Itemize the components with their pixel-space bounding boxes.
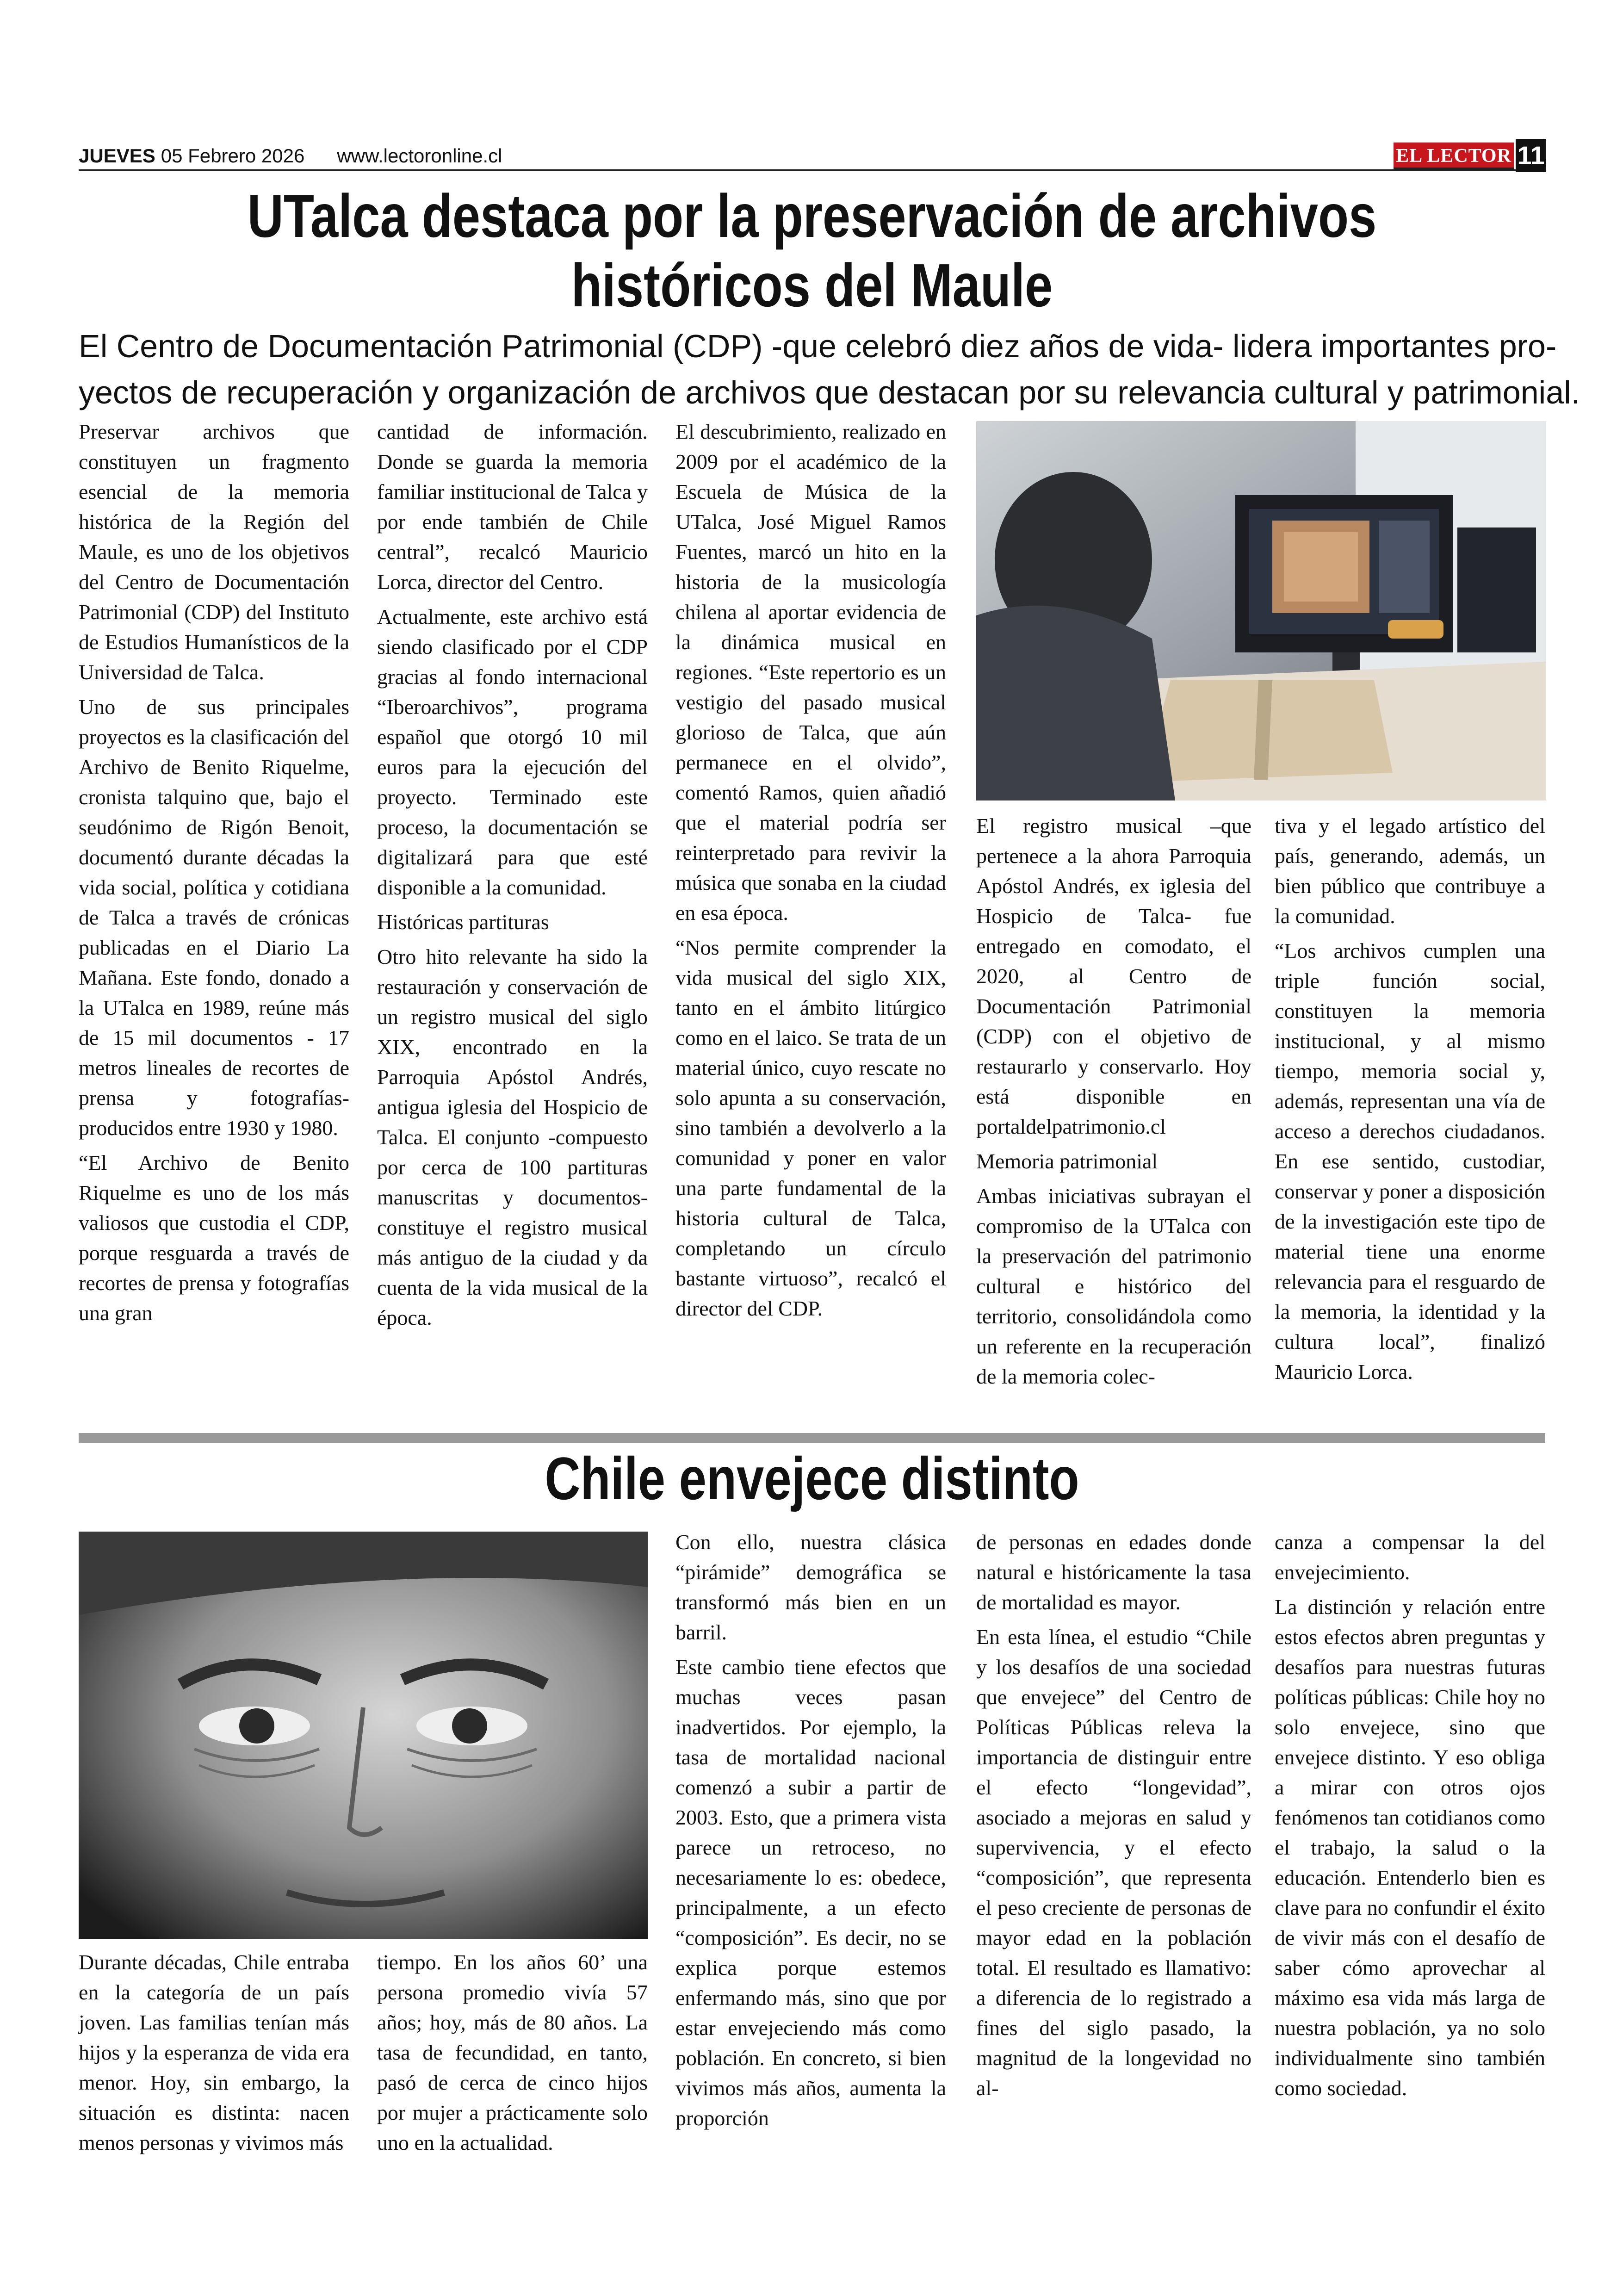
paragraph: Con ello, nuestra clásica “pirámide” demográfica se transformó más bien en un barril. (675, 1530, 946, 1644)
paragraph: Preservar archivos que constituyen un fragmento esencial de la memoria histórica de la Región del Maule, es uno de los objetivos del Centro de Documentación Patrimonial (CDP) del Instituto de Estudios Humanísticos de la Universidad de Talca. (79, 420, 349, 684)
paragraph: En esta línea, el estudio “Chile y los desafíos de una sociedad que envejece” del Centro de Políticas Públicas releva la importancia de distinguir entre el efecto “longevidad”, asociado a mejoras en salud y supervivencia, y el efecto “composición”, que representa el peso creciente de personas de mayor edad en la población total. El resultado es llamativo: a diferencia de lo registrado a fines del siglo pasado, la magnitud de la longevidad no al- (976, 1625, 1251, 2100)
article1-lede (79, 323, 1580, 416)
paragraph: “Los archivos cumplen una triple función social, constituyen la memoria institucional, y al mismo tiempo, memoria social y, además, representan una vía de acceso a derechos ciudadanos. En ese sentido, custodiar, conservar y poner a disposición de la investigación este tipo de material tiene una enorme relevancia para el resguardo de la memoria, la identidad y la cultura local”, finalizó Mauricio Lorca. (1275, 939, 1545, 1384)
paragraph: La distinción y relación entre estos efectos abren preguntas y desafíos para nuestras futuras políticas públicas: Chile hoy no solo envejece, sino que envejece distinto. Y eso obliga a mirar con otros ojos fenómenos tan cotidianos como el trabajo, la salud o la educación. Entenderlo bien es clave para no confundir el éxito de vivir más con el desafío de saber cómo aprovechar al máximo esa vida más larga de nuestra población, ya no solo individualmente sino también como sociedad. (1275, 1595, 1545, 2100)
page-header (79, 144, 502, 168)
header-rule (79, 169, 1545, 171)
paragraph: El registro musical –que pertenece a la ahora Parroquia Apóstol Andrés, ex iglesia del Hospicio de Talca- fue entregado en comodato, el 2020, al Centro de Documentación Patrimonial (CDP) con el objetivo de restaurarlo y conservarlo. Hoy está disponible en portaldelpatrimonio.cl (976, 814, 1251, 1138)
elderly-face-photo (79, 1532, 648, 1939)
paragraph: tiva y el legado artístico del país, generando, además, un bien público que contribuye a la comunidad. (1275, 814, 1545, 928)
article2-column-4 (976, 1527, 1251, 2108)
paragraph: Este cambio tiene efectos que muchas veces pasan inadvertidos. Por ejemplo, la tasa de mortalidad nacional comenzó a subir a partir de 2003. Esto, que a primera vista parece un retroceso, no necesariamente lo es: obedece, principalmente, a un efecto “composición”. Es decir, no se explica porque estemos enfermando más, sino que por estar envejeciendo más como población. En concreto, si bien vivimos más años, aumenta la proporción (675, 1655, 946, 2130)
paragraph: Actualmente, este archivo está siendo clasificado por el CDP gracias al fondo internacional “Iberoarchivos”, programa español que otorgó 10 mil euros para la ejecución del proyecto. Terminado este proceso, la documentación se digitalizará para que esté disponible a la comunidad. (377, 605, 648, 899)
article1-title (211, 181, 1413, 320)
article1-column-3 (675, 416, 946, 1328)
paragraph: Otro hito relevante ha sido la restauración y conservación de un registro musical del siglo XIX, encontrado en la Parroquia Apóstol Andrés, antigua iglesia del Hospicio de Talca. El conjunto -compuesto por cerca de 100 partituras manuscritas y documentos- constituye el registro musical más antiguo de la ciudad y da cuenta de la vida musical de la época. (377, 945, 648, 1329)
article1-column-2 (377, 416, 648, 1337)
header-url[interactable]: www.lectoronline.cl (337, 145, 502, 167)
article1-column-4 (976, 811, 1251, 1396)
paragraph: canza a compensar la del envejecimiento. (1275, 1530, 1545, 1584)
paragraph: Ambas iniciativas subrayan el compromiso de la UTalca con la preservación del patrimonio cultural e histórico del territorio, consolidándola como un referente en la recuperación de la memoria colec- (976, 1184, 1251, 1388)
elderly-face-image (79, 1532, 648, 1939)
article1-title-line1: UTalca destaca por la preservación de archivos (247, 182, 1377, 250)
article2-column-1 (79, 1947, 349, 2162)
paragraph: de personas en edades donde natural e históricamente la tasa de mortalidad es mayor. (976, 1530, 1251, 1614)
newspaper-logo: EL LECTOR (1394, 143, 1514, 169)
article-separator (79, 1433, 1545, 1443)
article1-column-5 (1275, 811, 1545, 1391)
subheading-memoria-patrimonial: Memoria patrimonial (976, 1149, 1158, 1173)
paragraph: “Nos permite comprender la vida musical del siglo XIX, tanto en el ámbito litúrgico como en el laico. Se trata de un material único, cuyo rescate no solo apunta a su conservación, sino también a devolverlo a la comunidad y poner en valor una parte fundamental de la historia cultural de Talca, completando un círculo bastante virtuoso”, recalcó el director del CDP. (675, 936, 946, 1320)
article1-lede-line1: El Centro de Documentación Patrimonial (CDP) -que celebró diez años de vida- lidera importantes pro- (79, 328, 1557, 364)
header-day: JUEVES (79, 145, 155, 167)
article1-title-line2: históricos del Maule (571, 251, 1053, 319)
paragraph: cantidad de información. Donde se guarda la memoria familiar institucional de Talca y por ende también de Chile central”, recalcó Mauricio Lorca, director del Centro. (377, 420, 648, 594)
page-number: 11 (1516, 139, 1546, 172)
archive-workstation-image (976, 421, 1546, 800)
article2-title: Chile envejece distinto (545, 1445, 1079, 1512)
article2-column-2 (377, 1947, 648, 2162)
paragraph: Uno de sus principales proyectos es la clasificación del Archivo de Benito Riquelme, cronista talquino que, bajo el seudónimo de Rigón Benoit, documentó durante décadas la vida social, política y cotidiana de Talca a través de crónicas publicadas en el Diario La Mañana. Este fondo, donado a la UTalca en 1989, reúne más de 15 mil documentos - 17 metros lineales de recortes de prensa y fotografías- producidos entre 1930 y 1980. (79, 695, 349, 1140)
header-date: 05 Febrero 2026 (161, 145, 305, 167)
archive-workstation-photo (976, 421, 1546, 800)
paragraph: “El Archivo de Benito Riquelme es uno de los más valiosos que custodia el CDP, porque resguarda a través de recortes de prensa y fotografías una gran (79, 1151, 349, 1325)
article2-column-3 (675, 1527, 946, 2138)
paragraph: Durante décadas, Chile entraba en la categoría de un país joven. Las familias tenían más hijos y la esperanza de vida era menor. Hoy, sin embargo, la situación es distinta: nacen menos personas y vivimos más (79, 1950, 349, 2154)
article1-column-1 (79, 416, 349, 1333)
article2-column-5 (1275, 1527, 1545, 2108)
article1-lede-line2: yectos de recuperación y organización de archivos que destacan por su relevancia cultural y patrimonial. (79, 374, 1580, 410)
paragraph: El descubrimiento, realizado en 2009 por el académico de la Escuela de Música de la UTalca, José Miguel Ramos Fuentes, marcó un hito en la historia de la musicología chilena al aportar evidencia de la dinámica musical en regiones. “Este repertorio es un vestigio del pasado musical glorioso de Talca, que aún permanece en el olvido”, comentó Ramos, quien añadió que el material podría ser reinterpretado para revivir la música que sonaba en la ciudad en esa época. (675, 420, 946, 925)
subheading-historicas-partituras: Históricas partituras (377, 910, 549, 934)
paragraph: tiempo. En los años 60’ una persona promedio vivía 57 años; hoy, más de 80 años. La tasa de fecundidad, en tanto, pasó de cerca de cinco hijos por mujer a prácticamente solo uno en la actualidad. (377, 1950, 648, 2154)
